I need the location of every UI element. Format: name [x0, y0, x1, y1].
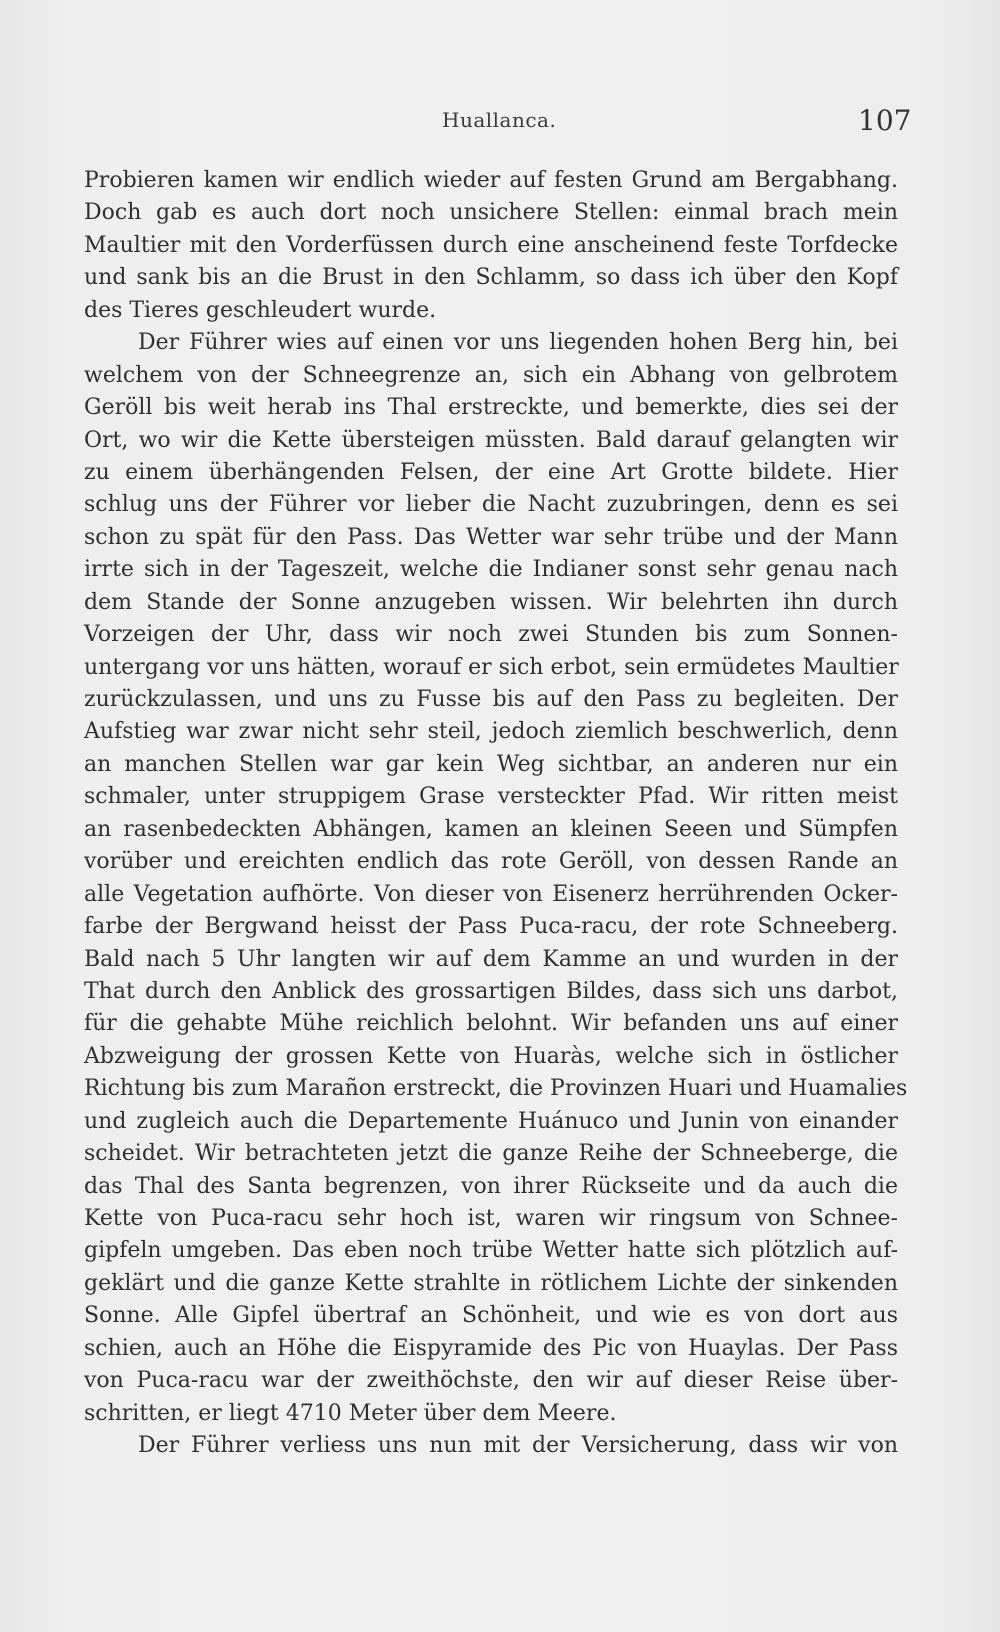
text-line: Maultier mit den Vorderfüssen durch eine anscheinend feste Torfdecke [84, 232, 898, 258]
text-line: des Tieres geschleudert wurde. [84, 297, 437, 323]
text-line: und sank bis an die Brust in den Schlamm, so dass ich über den Kopf [84, 265, 898, 291]
page-header [0, 104, 1000, 148]
text-line: und zugleich auch die Departemente Huánuco und Junin von einander [84, 1108, 898, 1134]
text-line: Probieren kamen wir endlich wieder auf festen Grund am Bergabhang. [84, 168, 898, 193]
text-line: untergang vor uns hätten, worauf er sich erbot, sein ermüdetes Maultier [84, 654, 899, 680]
body-text [84, 165, 908, 1463]
text-line: von Puca-racu war der zweithöchste, den wir auf dieser Reise über- [84, 1368, 898, 1394]
text-line: Richtung bis zum Marañon erstreckt, die Provinzen Huari und Huamalies [84, 1076, 908, 1102]
text-line: Vorzeigen der Uhr, dass wir noch zwei Stunden bis zum Sonnen- [84, 622, 898, 648]
text-line: irrte sich in der Tageszeit, welche die Indianer sonst sehr genau nach [84, 557, 898, 583]
text-line: Bald nach 5 Uhr langten wir auf dem Kamme an und wurden in der [84, 946, 898, 972]
page-number: 107 [858, 104, 912, 137]
text-line: schmaler, unter struppigem Grase versteckter Pfad. Wir ritten meist [84, 784, 898, 810]
text-line: an manchen Stellen war gar kein Weg sichtbar, an anderen nur ein [84, 751, 898, 777]
text-line: Aufstieg war zwar nicht sehr steil, jedoch ziemlich beschwerlich, denn [84, 719, 898, 745]
text-line: schlug uns der Führer vor lieber die Nacht zuzubringen, denn es sei [84, 492, 898, 518]
text-line: Kette von Puca-racu sehr hoch ist, waren wir ringsum von Schnee- [84, 1206, 898, 1231]
text-line: Der Führer wies auf einen vor uns liegenden hohen Berg hin, bei [138, 330, 898, 356]
text-line: Der Führer verliess uns nun mit der Versicherung, dass wir von [138, 1433, 898, 1459]
running-title: Huallanca. [442, 108, 557, 132]
text-line: farbe der Bergwand heisst der Pass Puca-racu, der rote Schneeberg. [84, 914, 898, 940]
text-line: schon zu spät für den Pass. Das Wetter war sehr trübe und der Mann [84, 524, 898, 550]
text-line: alle Vegetation aufhörte. Von dieser von Eisenerz herrührenden Ocker- [84, 881, 898, 907]
text-line: gipfeln umgeben. Das eben noch trübe Wetter hatte sich plötzlich auf- [84, 1238, 898, 1264]
text-line: zu einem überhängenden Felsen, der eine Art Grotte bildete. Hier [84, 459, 898, 485]
text-line: Sonne. Alle Gipfel übertraf an Schönheit, und wie es von dort aus [84, 1303, 898, 1329]
text-line: vorüber und ereichten endlich das rote Geröll, von dessen Rande an [84, 849, 898, 875]
text-line: scheidet. Wir betrachteten jetzt die ganze Reihe der Schneeberge, die [84, 1141, 898, 1167]
text-line: dem Stande der Sonne anzugeben wissen. Wir belehrten ihn durch [84, 589, 898, 615]
text-line: schritten, er liegt 4710 Meter über dem Meere. [84, 1400, 617, 1426]
text-line: zurückzulassen, und uns zu Fusse bis auf den Pass zu begleiten. Der [84, 687, 898, 712]
text-line: Geröll bis weit herab ins Thal erstreckte, und bemerkte, dies sei der [84, 395, 898, 421]
text-line: Doch gab es auch dort noch unsichere Stellen: einmal brach mein [84, 200, 898, 226]
text-line: geklärt und die ganze Kette strahlte in rötlichem Lichte der sinkenden [84, 1270, 898, 1296]
text-line: das Thal des Santa begrenzen, von ihrer Rückseite und da auch die [84, 1173, 898, 1199]
text-line: schien, auch an Höhe die Eispyramide des Pic von Huaylas. Der Pass [84, 1335, 898, 1361]
text-line: Abzweigung der grossen Kette von Huaràs, welche sich in östlicher [84, 1043, 898, 1069]
text-line: welchem von der Schneegrenze an, sich ein Abhang von gelbrotem [84, 362, 898, 388]
text-line: an rasenbedeckten Abhängen, kamen an kleinen Seeen und Sümpfen [84, 816, 898, 842]
text-line: für die gehabte Mühe reichlich belohnt. Wir befanden uns auf einer [84, 1011, 898, 1037]
text-line: That durch den Anblick des grossartigen Bildes, dass sich uns darbot, [84, 978, 898, 1004]
text-line: Ort, wo wir die Kette übersteigen müssten. Bald darauf gelangten wir [84, 427, 898, 453]
